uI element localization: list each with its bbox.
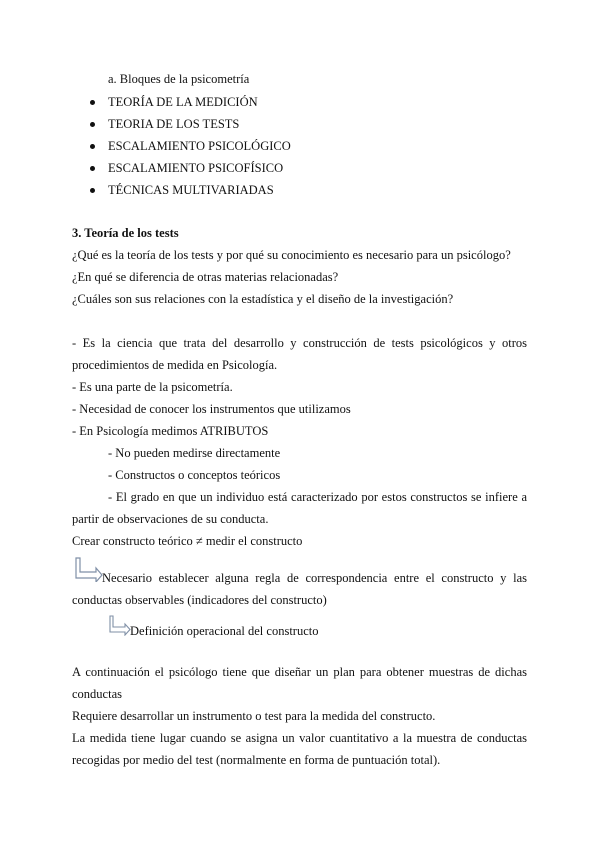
point-item: - Necesidad de conocer los instrumentos que utilizamos (72, 402, 351, 416)
paragraph-line: conductas observables (indicadores del constructo) (72, 593, 327, 607)
sub-point-item: - Constructos o conceptos teóricos (108, 468, 281, 482)
bullet-item: ESCALAMIENTO PSICOLÓGICO (108, 139, 291, 153)
question: ¿Cuáles son sus relaciones con la estadística y el diseño de la investigación? (72, 292, 454, 306)
paragraph-line: recogidas por medio del test (normalmente en forma de puntuación total). (72, 753, 441, 767)
paragraph-line: procedimientos de medida en Psicología. (72, 358, 278, 372)
paragraph-line: Necesario establecer alguna regla de correspondencia entre el constructo y las (102, 571, 527, 585)
question: ¿Qué es la teoría de los tests y por qué su conocimiento es necesario para un psicólogo? (72, 248, 511, 262)
section-a-title: a. Bloques de la psicometría (108, 72, 250, 86)
point-item: - Es una parte de la psicometría. (72, 380, 233, 394)
bent-arrow-right-icon (74, 556, 104, 582)
bullet-item: TEORÍA DE LA MEDICIÓN (108, 95, 258, 109)
point-item: - En Psicología medimos ATRIBUTOS (72, 424, 269, 438)
bullet-dot (90, 166, 95, 171)
bullet-dot (90, 144, 95, 149)
paragraph-line: partir de observaciones de su conducta. (72, 512, 269, 526)
bullet-item: TEORIA DE LOS TESTS (108, 117, 240, 131)
paragraph-line: A continuación el psicólogo tiene que diseñar un plan para obtener muestras de dichas (72, 665, 527, 679)
bent-arrow-right-icon (108, 614, 132, 636)
paragraph-line: Definición operacional del constructo (130, 624, 319, 638)
paragraph-line: - Es la ciencia que trata del desarrollo y construcción de tests psicológicos y otros (72, 336, 527, 350)
paragraph-line: Crear constructo teórico ≠ medir el constructo (72, 534, 303, 548)
question: ¿En qué se diferencia de otras materias relacionadas? (72, 270, 339, 284)
bullet-item: ESCALAMIENTO PSICOFÍSICO (108, 161, 284, 175)
sub-point-item: - No pueden medirse directamente (108, 446, 281, 460)
bullet-dot (90, 122, 95, 127)
bullet-dot (90, 188, 95, 193)
section-heading: 3. Teoría de los tests (72, 226, 179, 240)
paragraph-line: Requiere desarrollar un instrumento o test para la medida del constructo. (72, 709, 436, 723)
bullet-dot (90, 100, 95, 105)
bullet-item: TÉCNICAS MULTIVARIADAS (108, 183, 274, 197)
paragraph-line: - El grado en que un individuo está caracterizado por estos constructos se infiere a (108, 490, 527, 504)
paragraph-line: conductas (72, 687, 122, 701)
paragraph-line: La medida tiene lugar cuando se asigna un valor cuantitativo a la muestra de conductas (72, 731, 527, 745)
